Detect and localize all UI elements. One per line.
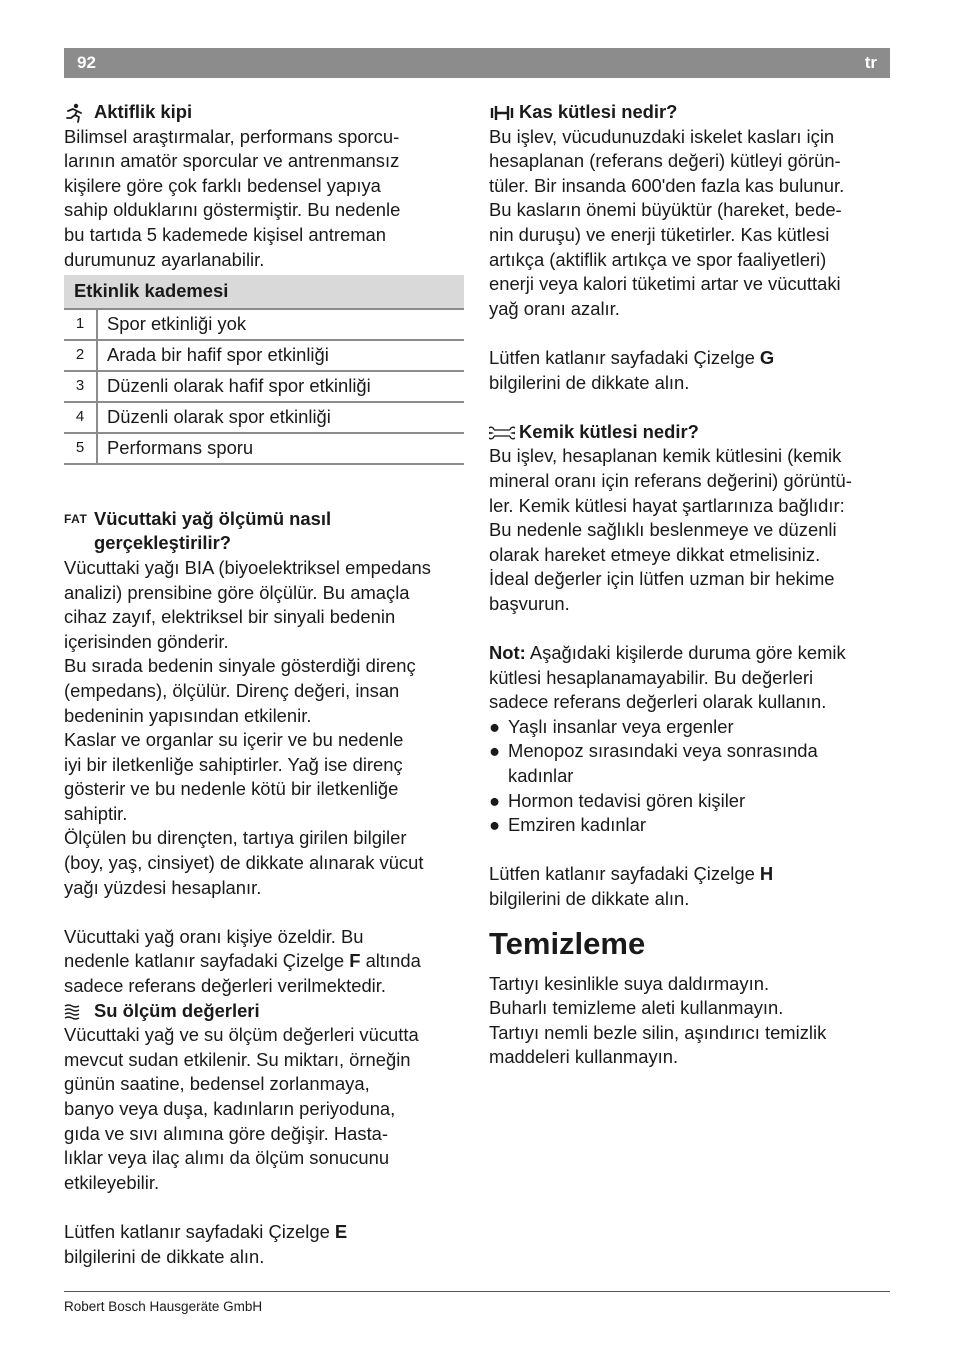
language-code: tr [864, 53, 877, 72]
muscle-text-line: artıkça (aktiflik artıkça ve spor faaliyetleri) [489, 248, 827, 270]
footer-company: Robert Bosch Hausgeräte GmbH [64, 1299, 263, 1314]
level-label: Düzenli olarak spor etkinliği [97, 402, 464, 433]
fat-text-line: cihaz zayıf, elektriksel bir sinyali bedenin [64, 606, 396, 628]
bone-text-line: İdeal değerler için lütfen uzman bir hekime [489, 568, 835, 590]
table-row [64, 340, 464, 371]
table-ref-letter: F [349, 950, 361, 972]
list-item-text: Emziren kadınlar [508, 814, 646, 836]
level-label: Spor etkinliği yok [97, 309, 464, 340]
muscle-ref-line: Lütfen katlanır sayfadaki Çizelge G [489, 346, 775, 368]
bullet-icon: ● [489, 715, 501, 737]
level-number: 3 [64, 371, 97, 402]
bone-ref-line: Lütfen katlanır sayfadaki Çizelge H [489, 863, 774, 885]
fat-title-line: Vücuttaki yağ ölçümü nasıl [94, 507, 332, 529]
table-ref-letter: E [334, 1220, 348, 1242]
fat-title-line: gerçekleştirilir? [94, 532, 231, 554]
bone-title: Kemik kütlesi nedir? [519, 420, 699, 442]
table-row [64, 371, 464, 402]
fat-text-line: gösterir ve bu nedenle kötü bir iletkenliğe [64, 778, 399, 800]
activity-text-line: bu tartıda 5 kademede kişisel antreman [64, 223, 387, 245]
table-ref-letter: G [759, 346, 775, 368]
fat-text-line: Vücuttaki yağı BIA (biyoelektriksel empedans [64, 556, 431, 578]
bone-text-line: başvurun. [489, 592, 570, 614]
activity-text-line: Bilimsel araştırmalar, performans sporcu- [64, 125, 400, 147]
water-ref-line: Lütfen katlanır sayfadaki Çizelge E [64, 1220, 348, 1242]
muscle-text-line: hesaplanan (referans değeri) kütleyi görün- [489, 150, 841, 172]
water-text-line: Vücuttaki yağ ve su ölçüm değerleri vücutta [64, 1024, 419, 1046]
fat-text-line: (empedans), ölçülür. Direnç değeri, insan [64, 679, 400, 701]
cleaning-title: Temizleme [489, 925, 646, 961]
bone-text-line: olarak hareket etmeye dikkat etmelisiniz. [489, 543, 821, 565]
bone-text-line: Bu nedenle sağlıklı beslenmeye ve düzenli [489, 519, 837, 541]
water-text-line: günün saatine, bedensel zorlanmaya, [64, 1073, 370, 1095]
fat-para2-line: sadece referans değerleri verilmektedir. [64, 975, 386, 997]
fat-label-icon: FAT [64, 511, 88, 526]
running-person-icon [64, 100, 94, 125]
activity-heading [64, 100, 466, 125]
level-label: Arada bir hafif spor etkinliği [97, 340, 464, 371]
list-item-text: kadınlar [508, 765, 574, 787]
fat-text-line: iyi bir iletkenliğe sahiptirler. Yağ ise direnç [64, 753, 403, 775]
water-heading [64, 999, 466, 1024]
page-header-bar [64, 48, 890, 78]
right-column [489, 100, 891, 1070]
level-label: Performans sporu [97, 433, 464, 464]
fat-text-line: bedeninin yapısından etkilenir. [64, 704, 312, 726]
activity-text-line: larının amatör sporcular ve antrenmansız [64, 150, 400, 172]
fat-heading [64, 507, 466, 556]
fat-text-line: sahiptir. [64, 802, 128, 824]
bone-text-line: mineral oranı için referans değerini) görüntü- [489, 469, 852, 491]
level-number: 2 [64, 340, 97, 371]
bullet-icon: ● [489, 740, 501, 762]
note-label: Not: [489, 642, 526, 664]
table-header: Etkinlik kademesi [64, 275, 464, 309]
fat-text-line: içerisinden gönderir. [64, 630, 229, 652]
muscle-text-line: enerji veya kalori tüketimi artar ve vücuttaki [489, 273, 841, 295]
table-ref-letter: H [759, 863, 774, 885]
bullet-icon: ● [489, 789, 501, 811]
fat-text-line: Bu sırada bedenin sinyale gösterdiği direnç [64, 655, 416, 677]
water-title: Su ölçüm değerleri [94, 999, 260, 1021]
activity-title: Aktiflik kipi [94, 101, 193, 122]
bone-icon [489, 420, 519, 445]
list-item [489, 715, 891, 740]
fat-text-line: Ölçülen bu dirençten, tartıya girilen bilgiler [64, 827, 407, 849]
water-text-line: mevcut sudan etkilenir. Su miktarı, örneğin [64, 1048, 411, 1070]
water-text-line: banyo veya duşa, kadınların periyoduna, [64, 1098, 396, 1119]
fat-text-line: (boy, yaş, cinsiyet) de dikkate alınarak vücut [64, 852, 424, 874]
bone-text-line: ler. Kemik kütlesi hayat şartlarınıza bağlıdır: [489, 494, 845, 516]
fat-text-line: yağı yüzdesi hesaplanır. [64, 876, 262, 898]
activity-text-line: durumunuz ayarlanabilir. [64, 248, 265, 270]
dumbbell-icon [489, 100, 519, 125]
footer-divider [64, 1291, 890, 1292]
cleaning-text-line: maddeleri kullanmayın. [489, 1046, 679, 1068]
muscle-text-line: Bu işlev, vücudunuzdaki iskelet kasları için [489, 125, 835, 147]
level-number: 4 [64, 402, 97, 433]
bullet-icon: ● [489, 814, 501, 836]
list-item-text: Yaşlı insanlar veya ergenler [508, 715, 734, 737]
activity-level-table [64, 275, 464, 465]
muscle-title: Kas kütlesi nedir? [519, 101, 678, 122]
muscle-heading [489, 100, 891, 125]
activity-text-line: kişilere göre çok farklı bedensel yapıya [64, 174, 381, 196]
table-row [64, 402, 464, 433]
list-item [489, 789, 891, 814]
list-item [489, 813, 891, 838]
water-ref-line: bilgilerini de dikkate alın. [64, 1245, 265, 1267]
activity-text-line: sahip olduklarını göstermiştir. Bu nedenle [64, 199, 401, 221]
level-number: 5 [64, 433, 97, 464]
muscle-text-line: Bu kasların önemi büyüktür (hareket, bede- [489, 199, 842, 221]
level-label: Düzenli olarak hafif spor etkinliği [97, 371, 464, 402]
note-line: Not: Aşağıdaki kişilerde duruma göre kemik [489, 642, 846, 664]
muscle-text-line: yağ oranı azalır. [489, 297, 620, 319]
note-line: sadece referans değerleri olarak kullanın. [489, 691, 827, 713]
fat-para2-line: Vücuttaki yağ oranı kişiye özeldir. Bu [64, 925, 364, 947]
bone-text-line: Bu işlev, hesaplanan kemik kütlesini (kemik [489, 445, 842, 467]
water-text-line: gıda ve sıvı alımına göre değişir. Hasta- [64, 1122, 389, 1144]
water-text-line: etkileyebilir. [64, 1171, 160, 1193]
fat-para2-line: nedenle katlanır sayfadaki Çizelge F altında [64, 950, 421, 972]
fat-text-line: analizi) prensibine göre ölçülür. Bu amaçla [64, 581, 410, 603]
cleaning-text-line: Tartıyı nemli bezle silin, aşındırıcı temizlik [489, 1021, 827, 1043]
list-item-text: Hormon tedavisi gören kişiler [508, 789, 746, 811]
page-number: 92 [77, 53, 96, 72]
level-number: 1 [64, 309, 97, 340]
muscle-ref-line: bilgilerini de dikkate alın. [489, 371, 690, 393]
list-item-text: Menopoz sırasındaki veya sonrasında [508, 740, 818, 762]
fat-text-line: Kaslar ve organlar su içerir ve bu nedenle [64, 729, 404, 751]
cleaning-text-line: Buharlı temizleme aleti kullanmayın. [489, 997, 784, 1019]
left-column [64, 100, 466, 1269]
bone-ref-line: bilgilerini de dikkate alın. [489, 888, 690, 909]
note-line: kütlesi hesaplanamayabilir. Bu değerleri [489, 666, 814, 688]
cleaning-text-line: Tartıyı kesinlikle suya daldırmayın. [489, 972, 770, 994]
muscle-text-line: nin duruşu) ve enerji tüketirler. Kas kütlesi [489, 223, 830, 245]
water-waves-icon [64, 999, 94, 1024]
table-row [64, 309, 464, 340]
water-text-line: lıklar veya ilaç alımı da ölçüm sonucunu [64, 1147, 390, 1169]
muscle-text-line: tüler. Bir insanda 600'den fazla kas bulunur. [489, 174, 845, 196]
bone-heading [489, 420, 891, 445]
table-row [64, 433, 464, 464]
list-item [489, 739, 891, 788]
